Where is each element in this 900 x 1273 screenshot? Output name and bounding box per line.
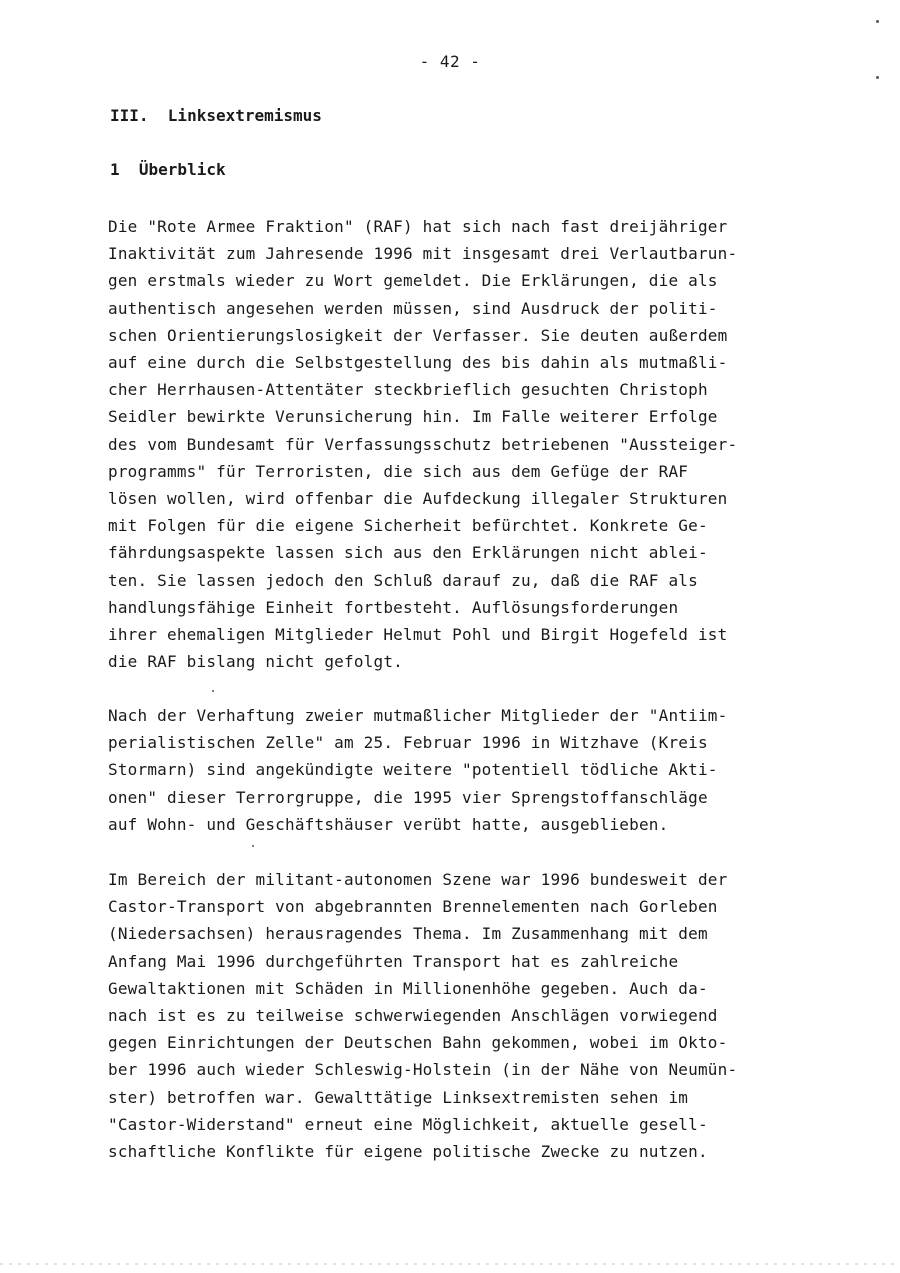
text-line: nach ist es zu teilweise schwerwiegenden Anschlägen vorwiegend: [108, 1006, 718, 1026]
text-line: programms" für Terroristen, die sich aus dem Gefüge der RAF: [108, 461, 689, 481]
paragraph-aiz: [108, 702, 828, 838]
text-line: lösen wollen, wird offenbar die Aufdeckung illegaler Strukturen: [108, 489, 728, 509]
text-line: schen Orientierungslosigkeit der Verfasser. Sie deuten außerdem: [108, 325, 728, 345]
text-line: mit Folgen für die eigene Sicherheit befürchtet. Konkrete Ge-: [108, 516, 708, 536]
text-line: (Niedersachsen) herausragendes Thema. Im Zusammenhang mit dem: [108, 924, 708, 944]
text-line: onen" dieser Terrorgruppe, die 1995 vier Sprengstoffanschläge: [108, 787, 708, 807]
scan-speck: [876, 76, 879, 79]
text-line: gegen Einrichtungen der Deutschen Bahn gekommen, wobei im Okto-: [108, 1033, 728, 1053]
text-line: Castor-Transport von abgebrannten Brennelementen nach Gorleben: [108, 897, 718, 917]
text-line: Nach der Verhaftung zweier mutmaßlicher Mitglieder der "Antiim-: [108, 706, 728, 725]
text-line: fährdungsaspekte lassen sich aus den Erklärungen nicht ablei-: [108, 543, 708, 563]
text-line: gen erstmals wieder zu Wort gemeldet. Die Erklärungen, die als: [108, 271, 718, 291]
text-line: authentisch angesehen werden müssen, sind Ausdruck der politi-: [108, 298, 718, 318]
text-line: "Castor-Widerstand" erneut eine Möglichkeit, aktuelle gesell-: [108, 1114, 708, 1134]
section-heading: III. Linksextremismus: [110, 106, 322, 125]
text-line: schaftliche Konflikte für eigene politische Zwecke zu nutzen.: [108, 1142, 708, 1162]
scan-edge-noise: [0, 1263, 900, 1265]
text-line: ber 1996 auch wieder Schleswig-Holstein (in der Nähe von Neumün-: [108, 1060, 738, 1080]
text-line: auf Wohn- und Geschäftshäuser verübt hatte, ausgeblieben.: [108, 814, 669, 834]
text-line: ihrer ehemaligen Mitglieder Helmut Pohl und Birgit Hogefeld ist: [108, 625, 728, 645]
paragraph-autonome: [108, 866, 828, 1165]
scan-speck: [876, 20, 879, 23]
scan-speck: [212, 690, 214, 692]
text-line: Die "Rote Armee Fraktion" (RAF) hat sich nach fast dreijähriger: [108, 217, 728, 236]
text-line: cher Herrhausen-Attentäter steckbrieflich gesuchten Christoph: [108, 380, 708, 400]
subsection-heading: 1 Überblick: [110, 160, 226, 179]
text-line: Seidler bewirkte Verunsicherung hin. Im Falle weiterer Erfolge: [108, 407, 718, 427]
text-line: perialistischen Zelle" am 25. Februar 1996 in Witzhave (Kreis: [108, 733, 708, 753]
text-line: Gewaltaktionen mit Schäden in Millionenhöhe gegeben. Auch da-: [108, 978, 708, 998]
text-line: die RAF bislang nicht gefolgt.: [108, 652, 403, 672]
text-line: handlungsfähige Einheit fortbesteht. Auflösungsforderungen: [108, 597, 679, 617]
text-line: Im Bereich der militant-autonomen Szene war 1996 bundesweit der: [108, 870, 728, 889]
paragraph-raf: [108, 213, 828, 675]
text-line: Stormarn) sind angekündigte weitere "potentiell tödliche Akti-: [108, 760, 718, 780]
scan-speck: [252, 845, 254, 847]
text-line: auf eine durch die Selbstgestellung des bis dahin als mutmaßli-: [108, 353, 728, 373]
text-line: ten. Sie lassen jedoch den Schluß darauf zu, daß die RAF als: [108, 570, 698, 590]
text-line: ster) betroffen war. Gewalttätige Linksextremisten sehen im: [108, 1087, 689, 1107]
page-number: - 42 -: [419, 52, 481, 71]
text-line: Inaktivität zum Jahresende 1996 mit insgesamt drei Verlautbarun-: [108, 244, 738, 264]
text-line: des vom Bundesamt für Verfassungsschutz betriebenen "Aussteiger-: [108, 434, 738, 454]
text-line: Anfang Mai 1996 durchgeführten Transport hat es zahlreiche: [108, 951, 679, 971]
